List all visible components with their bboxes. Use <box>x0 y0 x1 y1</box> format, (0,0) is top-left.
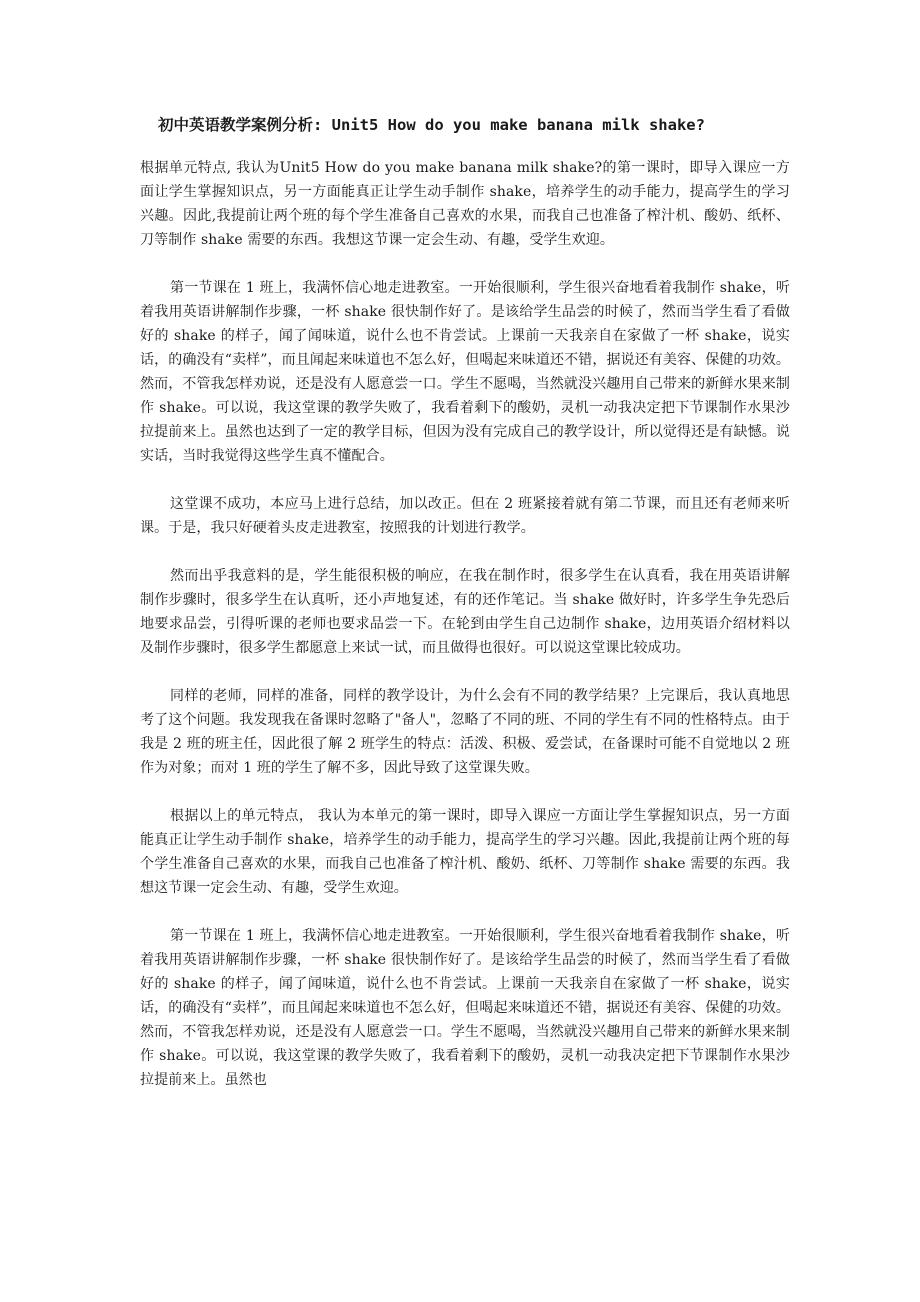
paragraph-1: 根据单元特点, 我认为Unit5 How do you make banana milk shake?的第一课时，即导入课应一方面让学生掌握知识点，另一方面能真正让学生动手制作 shake，培养学生的动手能力，提高学生的学习兴趣。因此,我提前让两个班的每个学生准备自己喜欢的水果，而我自己也准备了榨汁机、酸奶、纸杯、刀等制作 shake 需要的东西。我想这节课一定会生动、有趣，受学生欢迎。 <box>140 160 790 248</box>
paragraph-6: 根据以上的单元特点， 我认为本单元的第一课时，即导入课应一方面让学生掌握知识点，另一方面能真正让学生动手制作 shake，培养学生的动手能力，提高学生的学习兴趣。因此,我提前让两个班的每个学生准备自己喜欢的水果，而我自己也准备了榨汁机、酸奶、纸杯、刀等制作 shake 需要的东西。我想这节课一定会生动、有趣，受学生欢迎。 <box>140 808 790 896</box>
paragraph-3: 这堂课不成功，本应马上进行总结，加以改正。但在 2 班紧接着就有第二节课，而且还有老师来听课。于是，我只好硬着头皮走进教室，按照我的计划进行教学。 <box>140 496 790 536</box>
paragraph-4: 然而出乎我意料的是，学生能很积极的响应，在我在制作时，很多学生在认真看，我在用英语讲解制作步骤时，很多学生在认真听，还小声地复述，有的还作笔记。当 shake 做好时，许多学生争先恐后地要求品尝，引得听课的老师也要求品尝一下。在轮到由学生自己边制作 shake，边用英语介绍材料以及制作步骤时，很多学生都愿意上来试一试，而且做得也很好。可以说这堂课比较成功。 <box>140 568 790 656</box>
paragraph-2: 第一节课在 1 班上，我满怀信心地走进教室。一开始很顺利，学生很兴奋地看着我制作 shake，听着我用英语讲解制作步骤，一杯 shake 很快制作好了。是该给学生品尝的时候了，然而当学生看了看做好的 shake 的样子，闻了闻味道，说什么也不肯尝试。上课前一天我亲自在家做了一杯 shake，说实话，的确没有“卖样”，而且闻起来味道也不怎么好，但喝起来味道还不错，据说还有美容、保健的功效。然而，不管我怎样劝说，还是没有人愿意尝一口。学生不愿喝，当然就没兴趣用自己带来的新鲜水果来制作 shake。可以说，我这堂课的教学失败了，我看着剩下的酸奶，灵机一动我决定把下节课制作水果沙拉提前来上。虽然也达到了一定的教学目标，但因为没有完成自己的教学设计，所以觉得还是有缺憾。说实话，当时我觉得这些学生真不懂配合。 <box>140 280 790 464</box>
paragraph-7: 第一节课在 1 班上，我满怀信心地走进教室。一开始很顺利，学生很兴奋地看着我制作 shake，听着我用英语讲解制作步骤，一杯 shake 很快制作好了。是该给学生品尝的时候了，然而当学生看了看做好的 shake 的样子，闻了闻味道，说什么也不肯尝试。上课前一天我亲自在家做了一杯 shake，说实话，的确没有“卖样”，而且闻起来味道也不怎么好，但喝起来味道还不错，据说还有美容、保健的功效。然而，不管我怎样劝说，还是没有人愿意尝一口。学生不愿喝，当然就没兴趣用自己带来的新鲜水果来制作 shake。可以说，我这堂课的教学失败了，我看着剩下的酸奶，灵机一动我决定把下节课制作水果沙拉提前来上。虽然也 <box>140 928 790 1088</box>
document-page <box>140 112 790 1092</box>
paragraph-5: 同样的老师，同样的准备，同样的教学设计，为什么会有不同的教学结果？上完课后，我认真地思考了这个问题。我发现我在备课时忽略了"备人"，忽略了不同的班、不同的学生有不同的性格特点。由于我是 2 班的班主任，因此很了解 2 班学生的特点：活泼、积极、爱尝试，在备课时可能不自觉地以 2 班作为对象；而对 1 班的学生了解不多，因此导致了这堂课失败。 <box>140 688 790 776</box>
document-title: 初中英语教学案例分析: Unit5 How do you make banana milk shake? <box>158 116 705 134</box>
